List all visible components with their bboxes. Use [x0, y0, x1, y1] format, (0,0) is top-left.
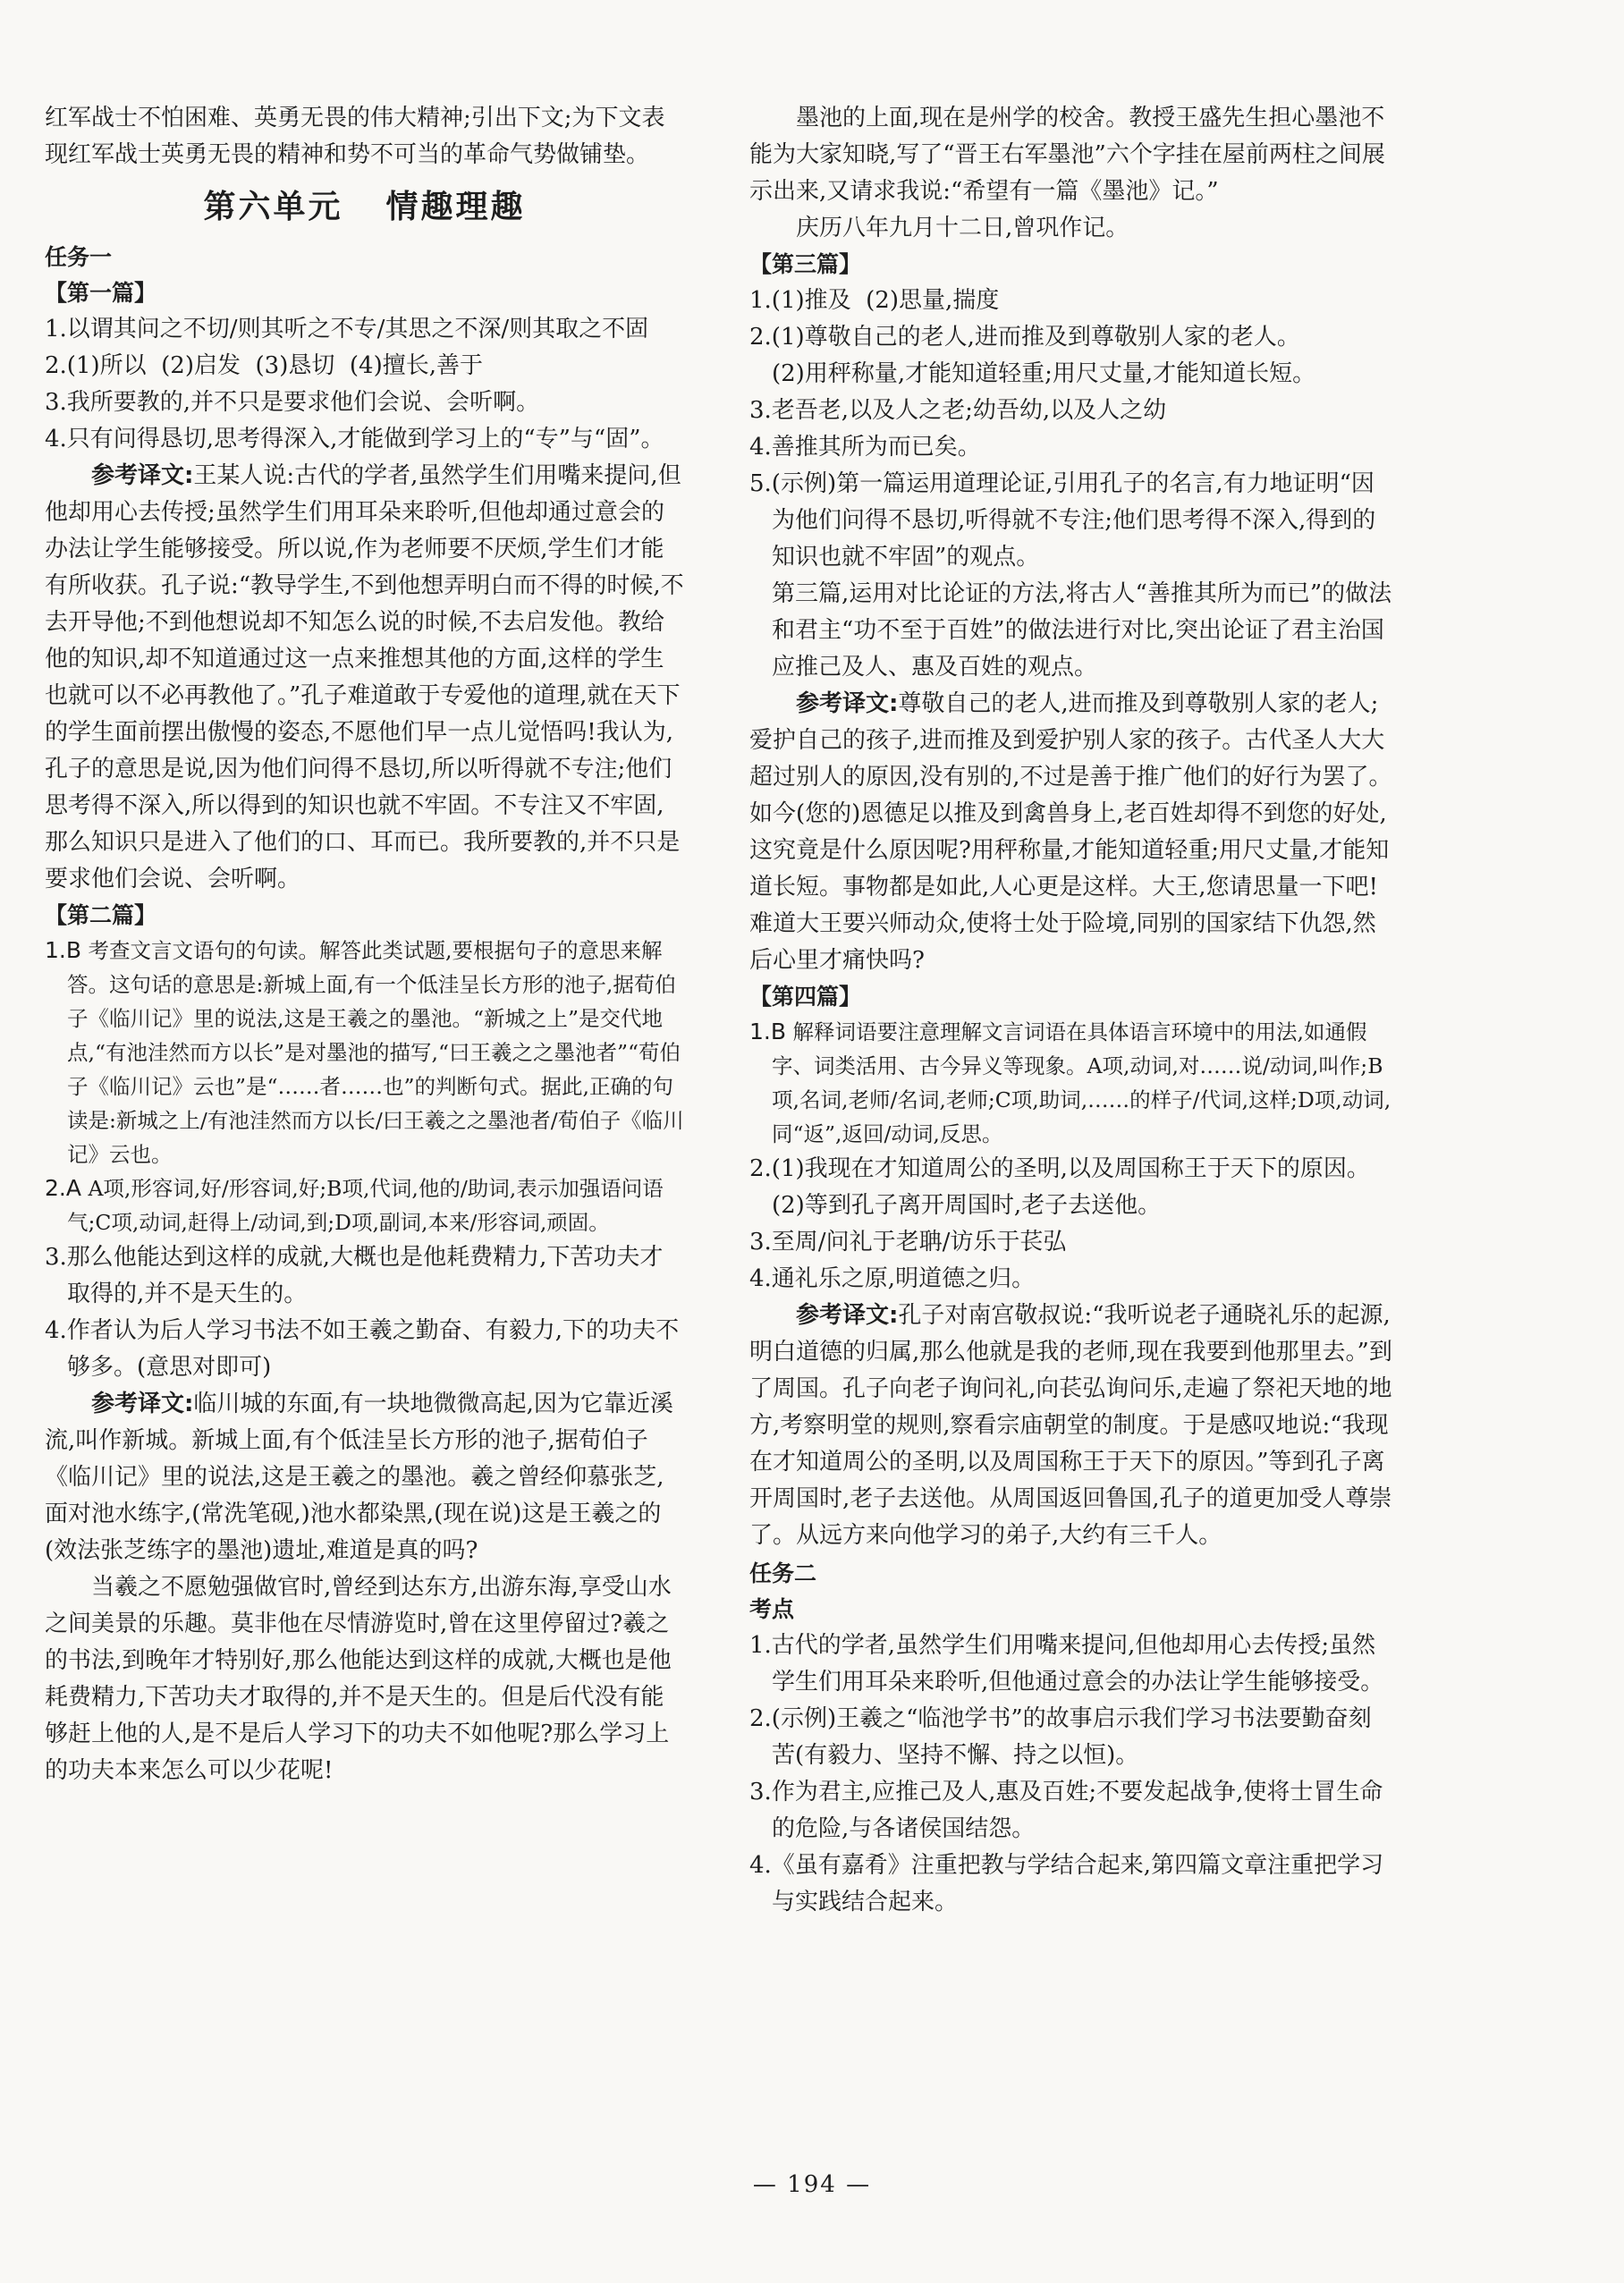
left-column — [45, 100, 684, 1789]
section-3-answer-3: 3.老吾老,以及人之老;幼吾幼,以及人之幼 — [749, 397, 1167, 424]
answer-explanation: 解释词语要注意理解文言词语在具体语言环境中的用法,如通假字、词类活用、古今异义等现象。A项,动词,对……说/动词,叫作;B项,名词,老师/名词,老师;C项,助词,……的样子/代词,这样;D项,动词,同“返”,返回/动词,反思。 — [772, 1019, 1391, 1146]
section-1-answer-2: 2.(1)所以 (2)启发 (3)恳切 (4)擅长,善于 — [45, 352, 483, 379]
section-1-heading: 【第一篇】 — [45, 280, 157, 306]
answer-lead: 1.B — [749, 1019, 787, 1044]
section-3-answer-5b: 第三篇,运用对比论证的方法,将古人“善推其所为而已”的做法和君主“功不至于百姓”的做法进行对比,突出论证了君主治国应推己及人、惠及百姓的观点。 — [772, 580, 1392, 681]
answer-explanation: A项,形容词,好/形容词,好;B项,代词,他的/助词,表示加强语问语气;C项,动词,赶得上/动词,到;D项,副词,本来/形容词,顽固。 — [67, 1176, 664, 1235]
translation-label: 参考译文: — [91, 462, 194, 489]
unit-title-number: 第六单元 — [203, 189, 343, 225]
key-point-4: 4.《虽有嘉肴》注重把教与学结合起来,第四篇文章注重把学习与实践结合起来。 — [749, 1852, 1384, 1915]
answer-lead: 1.B — [45, 937, 82, 963]
section-2-answer-3: 3.那么他能达到这样的成就,大概也是他耗费精力,下苦功夫才取得的,并不是天生的。 — [45, 1244, 664, 1307]
key-point-1: 1.古代的学者,虽然学生们用嘴来提问,但他却用心去传授;虽然学生们用耳朵来聆听,但他通过意会的办法让学生能够接受。 — [749, 1632, 1384, 1695]
section-3-translation — [749, 686, 1393, 979]
translation-text: 孔子对南宫敬叔说:“我听说老子通晓礼乐的起源,明白道德的归属,那么他就是我的老师,现在我要到他那里去。”到了周国。孔子向老子询问礼,向苌弘询问乐,走遍了祭祀天地的地方,考察明堂的规则,察看宗庙朝堂的制度。于是感叹地说:“我现在才知道周公的圣明,以及周国称王于天下的原因。”等到孔子离开周国时,老子去送他。从周国返回鲁国,孔子的道更加受人尊崇了。从远方来向他学习的弟子,大约有三千人。 — [749, 1302, 1392, 1549]
section-2-heading: 【第二篇】 — [45, 902, 157, 928]
section-3-answer-4: 4.善推其所为而已矣。 — [749, 434, 981, 461]
section-1-translation — [45, 458, 684, 898]
translation-text: 临川城的东面,有一块地微微高起,因为它靠近溪流,叫作新城。新城上面,有个低洼呈长方形的池子,据荀伯子《临川记》里的说法,这是王羲之的墨池。羲之曾经仰慕张芝,面对池水练字,(常洗笔砚,)池水都染黑,(现在说)这是王羲之的(效法张芝练字的墨池)遗址,难道是真的吗? — [45, 1391, 673, 1564]
answer-lead: 2.A — [45, 1175, 81, 1201]
translation-text: 尊敬自己的老人,进而推及到尊敬别人家的老人;爱护自己的孩子,进而推及到爱护别人家的孩子。古代圣人大大超过别人的原因,没有别的,不过是善于推广他们的好行为罢了。如今(您的)恩德足以推及到禽兽身上,老百姓却得不到您的好处,这究竟是什么原因呢?用秤称量,才能知道轻重;用尺丈量,才能知道长短。事物都是如此,人心更是这样。大王,您请思量一下吧!难道大王要兴师动众,使将士处于险境,同别的国家结下仇怨,然后心里才痛快吗? — [749, 690, 1392, 974]
section-2-answer-1 — [45, 934, 684, 1171]
section-2-answer-4: 4.作者认为后人学习书法不如王羲之勤奋、有毅力,下的功夫不够多。(意思对即可) — [45, 1317, 680, 1381]
section-2-translation — [45, 1386, 684, 1569]
section-3-answer-1: 1.(1)推及 (2)思量,揣度 — [749, 287, 1000, 314]
intro-text: 红军战士不怕困难、英勇无畏的伟大精神;引出下文;为下文表现红军战士英勇无畏的精神和势不可当的革命气势做铺垫。 — [45, 105, 665, 168]
translation-label: 参考译文: — [796, 690, 899, 717]
section-4-answer-3: 3.至周/问礼于老聃/访乐于苌弘 — [749, 1229, 1067, 1256]
section-3-heading: 【第三篇】 — [749, 251, 862, 277]
section-3-answer-5a: 5.(示例)第一篇运用道理论证,引用孔子的名言,有力地证明“因为他们问得不恳切,听得就不专注;他们思考得不深入,得到的知识也就不牢固”的观点。 — [749, 470, 1376, 571]
unit-title-theme: 情趣理趣 — [385, 189, 526, 225]
right-column — [749, 100, 1393, 1921]
section-4-translation — [749, 1298, 1393, 1554]
page-number: — 194 — — [752, 2171, 872, 2198]
task-two-heading: 任务二 — [749, 1560, 817, 1586]
unit-title — [45, 181, 684, 234]
section-4-answer-1 — [749, 1015, 1393, 1151]
task-one-heading: 任务一 — [45, 244, 113, 270]
section-2-translation-cont: 当羲之不愿勉强做官时,曾经到达东方,出游东海,享受山水之间美景的乐趣。莫非他在尽情游览时,曾在这里停留过?羲之的书法,到晚年才特别好,那么他能达到这样的成就,大概也是他耗费精力,下苦功夫才取得的,并不是天生的。但是后代没有能够赶上他的人,是不是后人学习下的功夫不如他呢?那么学习上的功夫本来怎么可以少花呢! — [45, 1574, 672, 1784]
translation-text: 王某人说:古代的学者,虽然学生们用嘴来提问,但他却用心去传授;虽然学生们用耳朵来聆听,但他却通过意会的办法让学生能够接受。所以说,作为老师要不厌烦,学生们才能有所收获。孔子说:“教导学生,不到他想弄明白而不得的时候,不去开导他;不到他想说却不知怎么说的时候,不去启发他。教给他的知识,却不知道通过这一点来推想其他的方面,这样的学生也就可以不必再教他了。”孔子难道敢于专爱他的道理,就在天下的学生面前摆出傲慢的姿态,不愿他们早一点儿觉悟吗!我认为,孔子的意思是说,因为他们问得不恳切,所以听得就不专注;他们思考得不深入,所以得到的知识也就不牢固。不专注又不牢固,那么知识只是进入了他们的口、耳而已。我所要教的,并不只是要求他们会说、会听啊。 — [45, 462, 684, 892]
section-4-answer-2b: (2)等到孔子离开周国时,老子去送他。 — [772, 1192, 1162, 1219]
answer-explanation: 考查文言文语句的句读。解答此类试题,要根据句子的意思来解答。这句话的意思是:新城上面,有一个低洼呈长方形的池子,据荀伯子《临川记》里的说法,这是王羲之的墨池。“新城之上”是交代地点,“有池洼然而方以长”是对墨池的描写,“曰王羲之之墨池者”“荀伯子《临川记》云也”是“……者……也”的判断句式。据此,正确的句读是:新城之上/有池洼然而方以长/曰王羲之之墨池者/荀伯子《临川记》云也。 — [67, 938, 684, 1167]
section-2-answer-2 — [45, 1171, 684, 1239]
section-1-answer-4: 4.只有问得恳切,思考得深入,才能做到学习上的“专”与“固”。 — [45, 426, 664, 452]
key-point-2: 2.(示例)王羲之“临池学书”的故事启示我们学习书法要勤奋刻苦(有毅力、坚持不懈、持之以恒)。 — [749, 1705, 1372, 1769]
section-4-answer-2a: 2.(1)我现在才知道周公的圣明,以及周国称王于天下的原因。 — [749, 1155, 1370, 1182]
section-4-answer-4: 4.通礼乐之原,明道德之归。 — [749, 1265, 1036, 1292]
section-3-answer-2b: (2)用秤称量,才能知道轻重;用尺丈量,才能知道长短。 — [772, 360, 1316, 387]
section-4-heading: 【第四篇】 — [749, 984, 862, 1010]
continued-translation: 墨池的上面,现在是州学的校舍。教授王盛先生担心墨池不能为大家知晓,写了“晋王右军墨池”六个字挂在屋前两柱之间展示出来,又请求我说:“希望有一篇《墨池》记。” — [749, 105, 1385, 205]
key-point-3: 3.作为君主,应推己及人,惠及百姓;不要发起战争,使将士冒生命的危险,与各诸侯国结怨。 — [749, 1779, 1383, 1842]
section-1-answer-3: 3.我所要教的,并不只是要求他们会说、会听啊。 — [45, 389, 540, 416]
key-points-heading: 考点 — [749, 1596, 795, 1622]
section-1-answer-1: 1.以谓其问之不切/则其听之不专/其思之不深/则其取之不固 — [45, 316, 649, 342]
section-3-answer-2a: 2.(1)尊敬自己的老人,进而推及到尊敬别人家的老人。 — [749, 324, 1300, 351]
translation-label: 参考译文: — [796, 1302, 899, 1329]
continued-translation-date: 庆历八年九月十二日,曾巩作记。 — [796, 215, 1129, 241]
translation-label: 参考译文: — [91, 1391, 194, 1417]
